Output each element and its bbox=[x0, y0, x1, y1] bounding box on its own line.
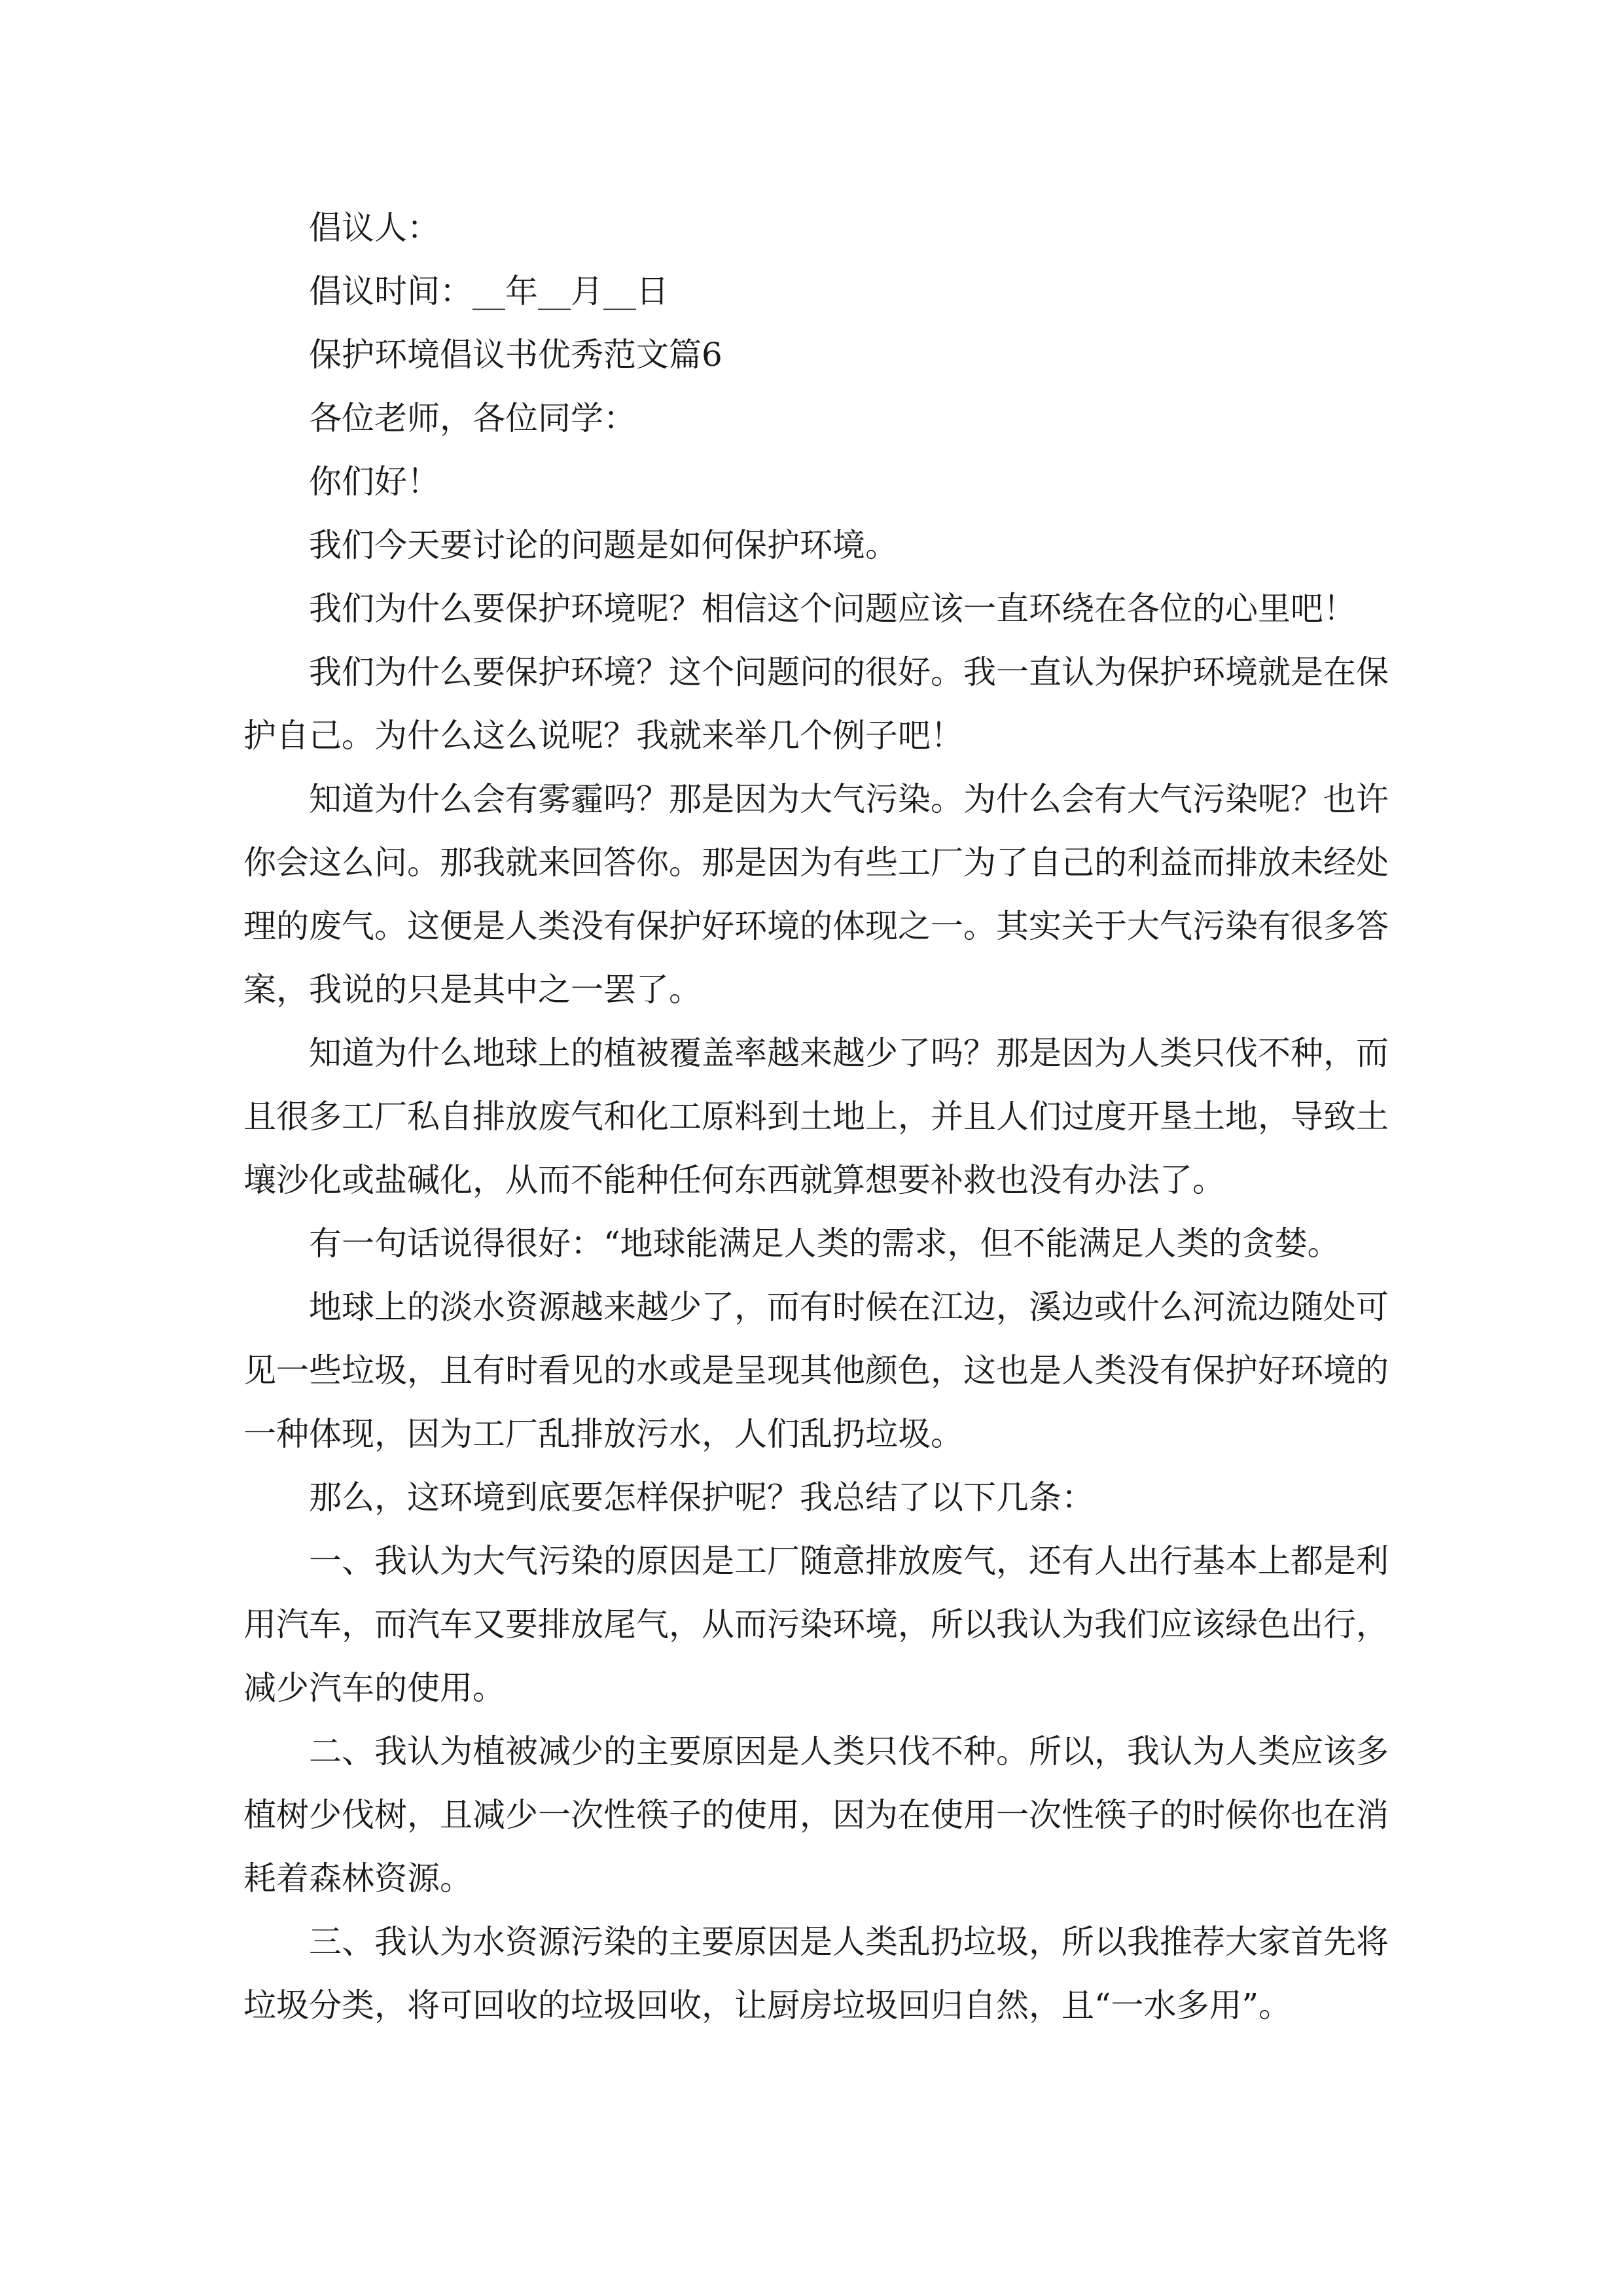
paragraph: 知道为什么地球上的植被覆盖率越来越少了吗？那是因为人类只伐不种，而且很多工厂私自排放废气和化工原料到土地上，并且人们过度开垦土地，导致土壤沙化或盐碱化，从而不能种任何东西就算想要补救也没有办法了。 bbox=[243, 1034, 1389, 1199]
paragraph: 我们为什么要保护环境呢？相信这个问题应该一直环绕在各位的心里吧！ bbox=[309, 590, 1356, 628]
paragraph: 我们为什么要保护环境？这个问题问的很好。我一直认为保护环境就是在保护自己。为什么这么说呢？我就来举几个例子吧！ bbox=[243, 653, 1389, 755]
paragraph-greeting: 你们好！ bbox=[309, 463, 440, 501]
list-item-3: 三、我认为水资源污染的主要原因是人类乱扔垃圾，所以我推荐大家首先将垃圾分类，将可回收的垃圾回收，让厨房垃圾回归自然，且“一水多用”。 bbox=[243, 1923, 1389, 2024]
list-item-1: 一、我认为大气污染的原因是工厂随意排放废气，还有人出行基本上都是利用汽车，而汽车又要排放尾气，从而污染环境，所以我认为我们应该绿色出行，减少汽车的使用。 bbox=[243, 1542, 1389, 1707]
paragraph-initiator: 倡议人： bbox=[309, 209, 440, 247]
list-item-2: 二、我认为植被减少的主要原因是人类只伐不种。所以，我认为人类应该多植树少伐树，且减少一次性筷子的使用，因为在使用一次性筷子的时候你也在消耗着森林资源。 bbox=[243, 1732, 1389, 1897]
paragraph: 知道为什么会有雾霾吗？那是因为大气污染。为什么会有大气污染呢？也许你会这么问。那我就来回答你。那是因为有些工厂为了自己的利益而排放未经处理的废气。这便是人类没有保护好环境的体现之一。其实关于大气污染有很多答案，我说的只是其中之一罢了。 bbox=[243, 780, 1389, 1009]
paragraph-initiative-date: 倡议时间：__年__月__日 bbox=[309, 272, 669, 310]
document-body bbox=[243, 196, 1389, 2037]
section-title: 保护环境倡议书优秀范文篇6 bbox=[309, 336, 722, 374]
paragraph: 那么，这环境到底要怎样保护呢？我总结了以下几条： bbox=[309, 1479, 1094, 1516]
paragraph-salutation: 各位老师，各位同学： bbox=[309, 399, 636, 437]
paragraph: 我们今天要讨论的问题是如何保护环境。 bbox=[309, 526, 898, 564]
paragraph: 地球上的淡水资源越来越少了，而有时候在江边，溪边或什么河流边随处可见一些垃圾，且有时看见的水或是呈现其他颜色，这也是人类没有保护好环境的一种体现，因为工厂乱排放污水，人们乱扔垃圾。 bbox=[243, 1288, 1389, 1453]
paragraph-quote: 有一句话说得很好：“地球能满足人类的需求，但不能满足人类的贪婪。 bbox=[309, 1225, 1340, 1263]
